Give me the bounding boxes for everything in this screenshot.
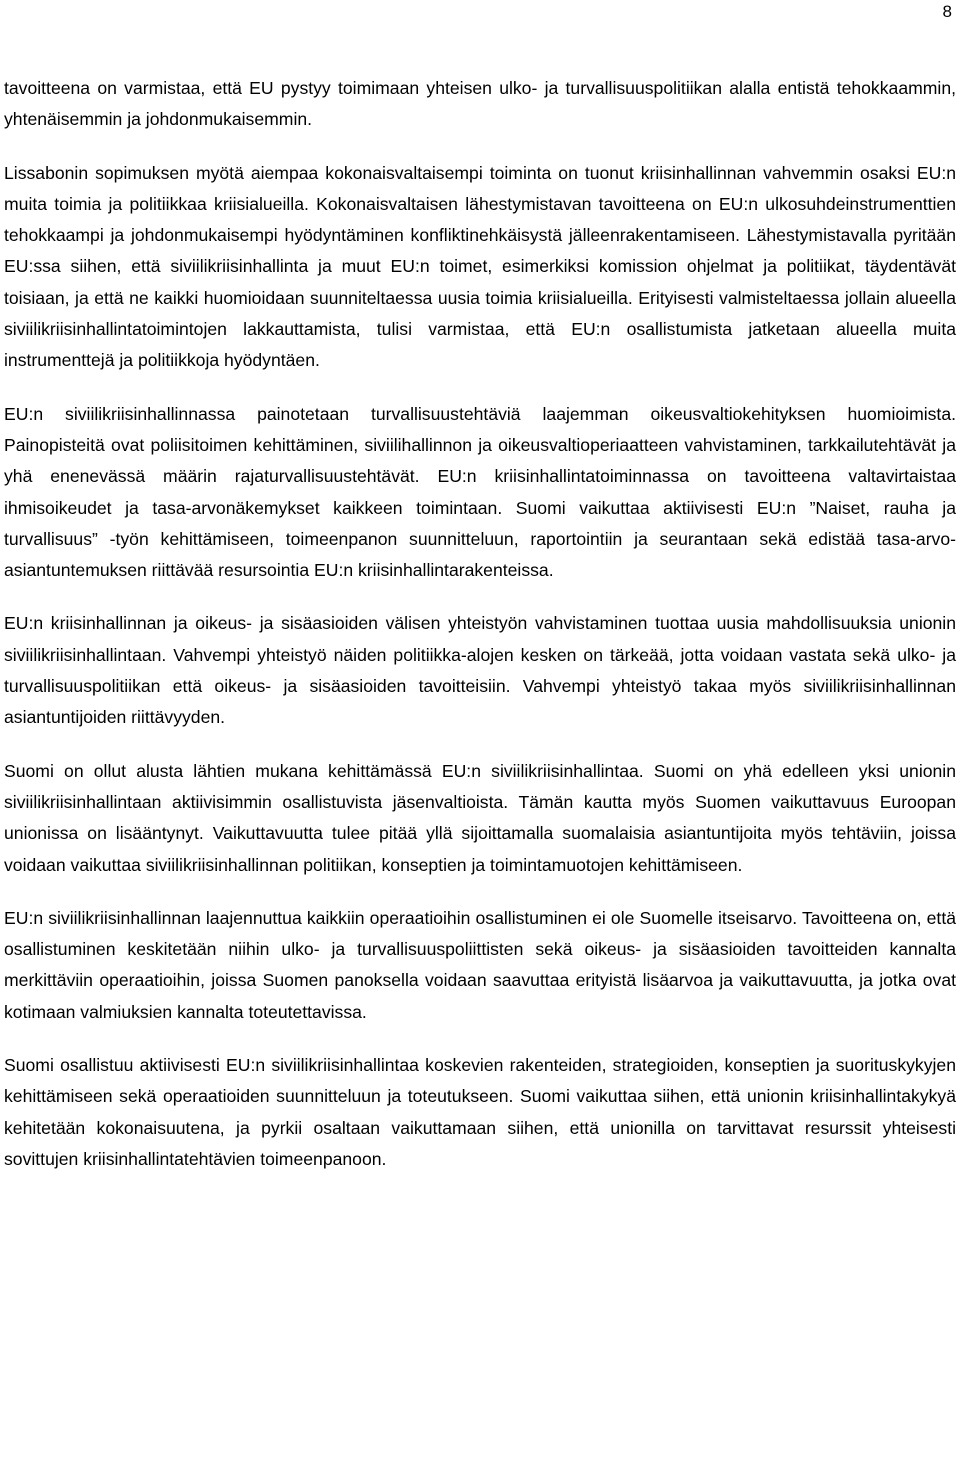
paragraph-gap <box>4 586 956 608</box>
paragraph-3: EU:n siviilikriisinhallinnassa painotetaan turvallisuustehtäviä laajemman oikeusvaltiokehityksen huomioimista. Painopisteitä ovat poliisitoimen kehittäminen, siviilihallinnon ja oikeusvaltioperiaatteen vahvistaminen, tarkkailutehtävät ja yhä enenevässä määrin rajaturvallisuustehtävät. EU:n kriisinhallintatoiminnassa on tavoitteena valtavirtaistaa ihmisoikeudet ja tasa-arvonäkemykset kaikkeen toimintaan. Suomi vaikuttaa aktiivisesti EU:n ”Naiset, rauha ja turvallisuus” -työn kehittämiseen, toimeenpanon suunnitteluun, raportointiin ja seurantaan sekä edistää tasa-arvo-asiantuntemuksen riittävää resursointia EU:n kriisinhallintarakenteissa. <box>4 403 956 581</box>
paragraph-gap <box>4 881 956 903</box>
paragraph-gap <box>4 734 956 756</box>
paragraph-6: EU:n siviilikriisinhallinnan laajennuttua kaikkiin operaatioihin osallistuminen ei ole Suomelle itseisarvo. Tavoitteena on, että osallistuminen keskitetään niihin ulko- ja turvallisuuspoliittisten sekä oikeus- ja sisäasioiden tavoitteiden kannalta merkittäviin operaatioihin, joissa Suomen panoksella voidaan saavuttaa erityistä lisäarvoa ja vaikuttavuutta, ja jotka ovat kotimaan valmiuksien kannalta toteutettavissa. <box>4 907 956 1022</box>
page-number: 8 <box>942 2 952 21</box>
paragraph-gap <box>4 377 956 399</box>
paragraph-gap <box>4 1028 956 1050</box>
document-body <box>4 73 956 1175</box>
paragraph-5: Suomi on ollut alusta lähtien mukana kehittämässä EU:n siviilikriisinhallintaa. Suomi on yhä edelleen yksi unionin siviilikriisinhallintaan aktiivisimmin osallistuvista jäsenvaltioista. Tämän kautta myös Suomen vaikuttavuus Euroopan unionissa on lisääntynyt. Vaikuttavuutta tulee pitää yllä sijoittamalla suomalaisia asiantuntijoita myös tehtäviin, joissa voidaan vaikuttaa siviilikriisinhallinnan politiikan, konseptien ja toimintamuotojen kehittämiseen. <box>4 760 956 875</box>
paragraph-1: tavoitteena on varmistaa, että EU pystyy toimimaan yhteisen ulko- ja turvallisuuspolitiikan alalla entistä tehokkaammin, yhtenäisemmin ja johdonmukaisemmin. <box>4 78 956 130</box>
paragraph-7: Suomi osallistuu aktiivisesti EU:n siviilikriisinhallintaa koskevien rakenteiden, strategioiden, konseptien ja suorituskykyjen kehittämiseen sekä operaatioiden suunnitteluun ja toteutukseen. Suomi vaikuttaa siihen, että unionin kriisinhallintakykyä kehitetään kokonaisuutena, ja pyrkii osaltaan vaikuttamaan siihen, että unionilla on tarvittavat resurssit yhteisesti sovittujen kriisinhallintatehtävien toimeenpanoon. <box>4 1055 956 1169</box>
paragraph-2: Lissabonin sopimuksen myötä aiempaa kokonaisvaltaisempi toiminta on tuonut kriisinhallinnan vahvemmin osaksi EU:n muita toimia ja politiikkaa kriisialueilla. Kokonaisvaltaisen lähestymistavan tavoitteena on EU:n ulkosuhdeinstrumenttien tehokkaampi ja johdonmukaisempi hyödyntäminen konfliktinehkäisystä jälleenrakentamiseen. Lähestymistavalla pyritään EU:ssa siihen, että siviilikriisinhallinta ja muut EU:n toimet, esimerkiksi komission ohjelmat ja politiikat, täydentävät toisiaan, ja että ne kaikki huomioidaan suunniteltaessa uusia toimia kriisialueilla. Erityisesti valmisteltaessa jollain alueella siviilikriisinhallintatoimintojen lakkauttamista, tulisi varmistaa, että EU:n osallistumista jatketaan alueella muita instrumenttejä ja politiikkoja hyödyntäen. <box>4 162 956 371</box>
paragraph-4: EU:n kriisinhallinnan ja oikeus- ja sisäasioiden välisen yhteistyön vahvistaminen tuottaa uusia mahdollisuuksia unionin siviilikriisinhallintaan. Vahvempi yhteistyö näiden politiikka-alojen kesken on tärkeää, jotta voidaan vastata sekä ulko- ja turvallisuuspolitiikan että oikeus- ja sisäasioiden tavoitteisiin. Vahvempi yhteistyö takaa myös siviilikriisinhallinnan asiantuntijoiden riittävyyden. <box>4 613 956 728</box>
paragraph-gap <box>4 136 956 158</box>
